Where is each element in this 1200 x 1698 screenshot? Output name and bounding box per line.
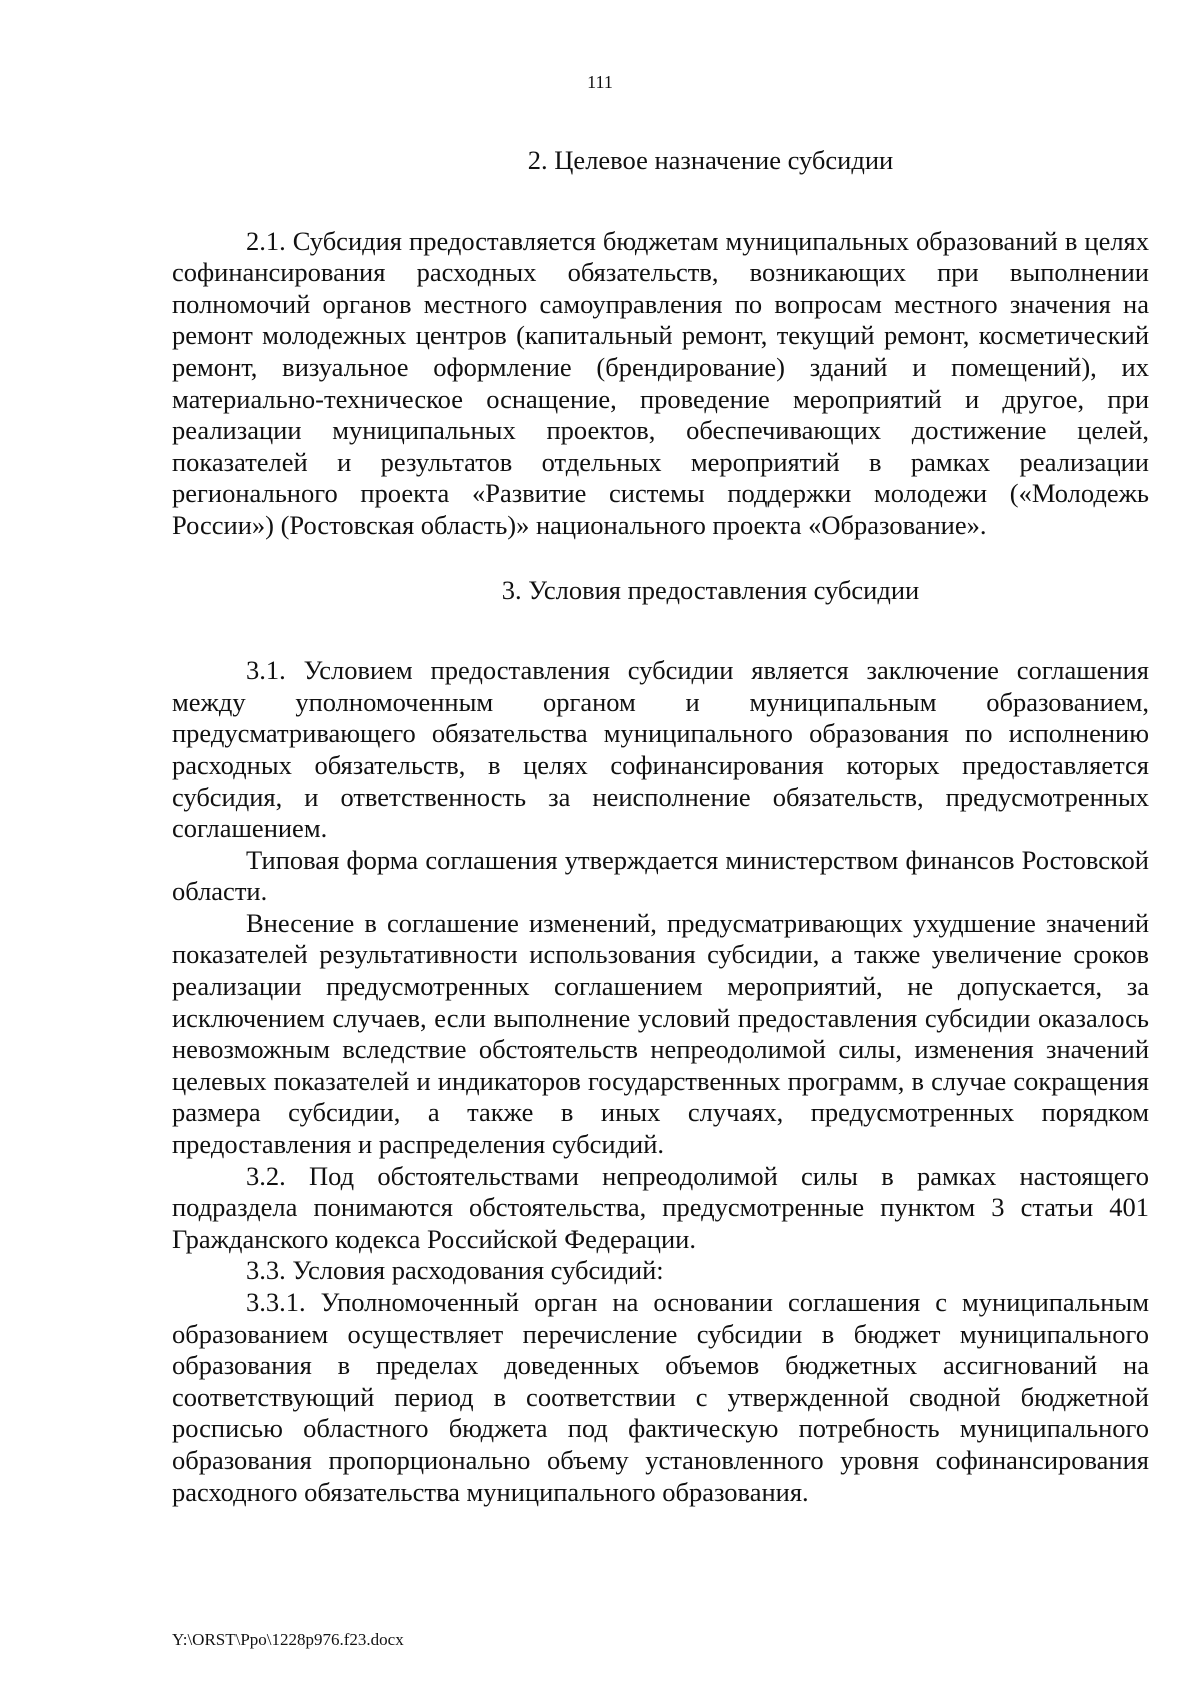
paragraph-3-2: 3.2. Под обстоятельствами непреодолимой силы в рамках настоящего подраздела понимаются обстоятельства, предусмотренные пунктом 3 статьи 401 Гражданского кодекса Российской Федерации. xyxy=(172,1160,1149,1254)
section-3-heading: 3. Условия предоставления субсидии xyxy=(501,574,920,605)
section-2-heading: 2. Целевое назначение субсидии xyxy=(527,145,894,175)
paragraph-3-3: 3.3. Условия расходования субсидий: xyxy=(246,1255,664,1286)
paragraph-standard-form: Типовая форма соглашения утверждается министерством финансов Ростовской области. xyxy=(172,844,1149,907)
document-body xyxy=(172,145,1149,1508)
page-number: 111 xyxy=(587,72,613,92)
file-path-footer: Y:\ORST\Ppo\1228p976.f23.docx xyxy=(172,1630,404,1649)
paragraph-3-1: 3.1. Условием предоставления субсидии является заключение соглашения между уполномоченным органом и муниципальным образованием, предусматривающего обязательства муниципального образования по исполнению расходных обязательств, в целях софинансирования которых предоставляется субсидия, и ответственность за неисполнение обязательств, предусмотренных соглашением. xyxy=(172,655,1149,844)
paragraph-3-3-1: 3.3.1. Уполномоченный орган на основании соглашения с муниципальным образованием осуществляет перечисление субсидии в бюджет муниципального образования в пределах доведенных объемов бюджетных ассигнований на соответствующий период в соответствии с утвержденной сводной бюджетной росписью областного бюджета под фактическую потребность муниципального образования пропорционально объему установленного уровня софинансирования расходного обязательства муниципального образования. xyxy=(172,1287,1149,1507)
paragraph-amendments: Внесение в соглашение изменений, предусматривающих ухудшение значений показателей результативности использования субсидии, а также увеличение сроков реализации предусмотренных соглашением мероприятий, не допускается, за исключением случаев, если выполнение условий предоставления субсидии оказалось невозможным вследствие обстоятельств непреодолимой силы, изменения значений целевых показателей и индикаторов государственных программ, в случае сокращения размера субсидии, а также в иных случаях, предусмотренных порядком предоставления и распределения субсидий. xyxy=(172,907,1149,1160)
paragraph-2-1: 2.1. Субсидия предоставляется бюджетам муниципальных образований в целях софинансирования расходных обязательств, возникающих при выполнении полномочий органов местного самоуправления по вопросам местного значения на ремонт молодежных центров (капитальный ремонт, текущий ремонт, косметический ремонт, визуальное оформление (брендирование) зданий и помещений), их материально-техническое оснащение, проведение мероприятий и другое, при реализации муниципальных проектов, обеспечивающих достижение целей, показателей и результатов отдельных мероприятий в рамках реализации регионального проекта «Развитие системы поддержки молодежи («Молодежь России») (Ростовская область)» национального проекта «Образование». xyxy=(172,225,1149,540)
